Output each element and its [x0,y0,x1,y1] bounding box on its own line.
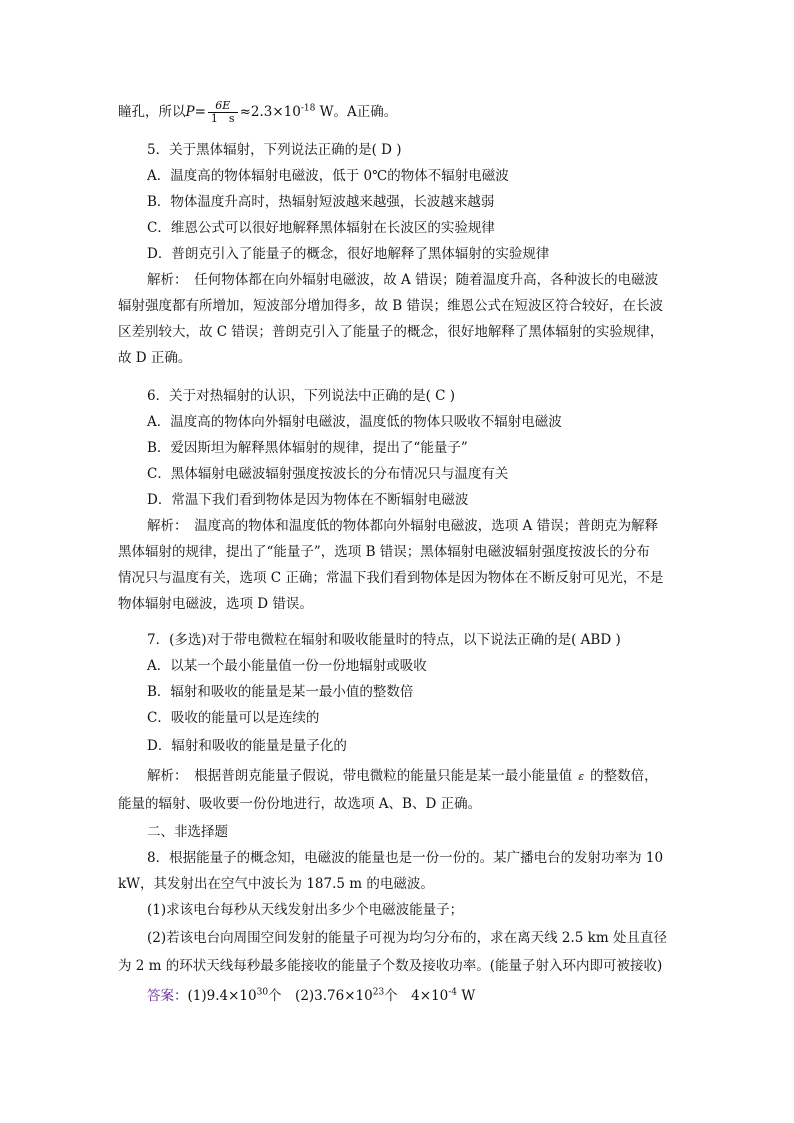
exponent: 30 [256,987,269,998]
text: 任何物体都在向外辐射电磁波，故 A 错误；随着温度升高，各种波长的电磁波 [180,272,659,288]
text: = [194,104,206,120]
question-6-explanation-3: 情况只与温度有关，选项 C 正确；常温下我们看到物体是因为物体在不断反射可见光，不是 [118,570,664,586]
text: W。A正确。 [315,104,398,120]
explanation-label: 解析： [147,768,181,784]
question-8-answer [147,986,475,1006]
text: 的整数倍， [590,768,658,784]
question-5-option-c: C．维恩公式可以很好地解释黑体辐射在长波区的实验规律 [147,220,495,236]
text: (1)9.4×10 [187,988,257,1004]
question-6-stem: 6．关于对热辐射的认识，下列说法中正确的是( C ) [147,388,456,404]
epsilon-symbol: ε [578,770,585,783]
power-symbol: P [185,104,195,120]
formula-line [118,100,397,125]
exponent: -4 [448,987,458,998]
question-5-explanation-4: 故 D 正确。 [118,350,192,366]
exponent: -18 [300,103,316,114]
question-8-part-2-cont: 为 2 m 的环状天线每秒最多能接收的能量子个数及接收功率。(能量子射入环内即可被接收) [118,958,663,974]
question-7-option-c: C．吸收的能量可以是连续的 [147,710,320,726]
question-5-explanation-3: 区差别较大，故 C 错误；普朗克引入了能量子的概念，很好地解释了黑体辐射的实验规律， [118,324,664,340]
question-5-explanation [147,270,658,290]
text: 个 4×10 [384,988,449,1004]
question-5-explanation-2: 辐射强度都有所增加，短波部分增加得多，故 B 错误；维恩公式在短波区符合较好，在长波 [118,298,664,314]
text: W [457,988,476,1004]
text: 瞳孔，所以 [118,104,186,120]
question-6-option-c: C．黑体辐射电磁波辐射强度按波长的分布情况只与温度有关 [147,466,509,482]
question-5-option-d: D．普朗克引入了能量子的概念，很好地解释了黑体辐射的实验规律 [147,246,550,262]
fraction [208,100,238,125]
explanation-label: 解析： [147,518,181,534]
answer-label: 答案： [147,988,188,1004]
explanation-label: 解析： [147,272,181,288]
question-5-option-b: B．物体温度升高时，热辐射短波越来越强，长波越来越弱 [147,194,495,210]
question-6-explanation-2: 黑体辐射的规律，提出了“能量子”，选项 B 错误；黑体辐射电磁波辐射强度按波长的分布 [118,544,650,560]
exponent: 23 [372,987,385,998]
text: 个 (2)3.76×10 [268,988,373,1004]
section-heading: 二、非选择题 [147,824,228,840]
question-7-stem: 7．(多选)对于带电微粒在辐射和吸收能量时的特点，以下说法正确的是( ABD ) [147,632,621,648]
question-8-part-2: (2)若该电台向周围空间发射的能量子可视为均匀分布的，求在离天线 2.5 km 处且直径 [147,930,667,946]
question-6-explanation [147,516,658,536]
question-8-part-1: (1)求该电台每秒从天线发射出多少个电磁波能量子； [147,902,464,918]
text: 根据普朗克能量子假说，带电微粒的能量只能是某一最小能量值 [180,768,573,784]
text: 温度高的物体和温度低的物体都向外辐射电磁波，选项 A 错误；普朗克为解释 [180,518,659,534]
question-7-option-d: D．辐射和吸收的能量是量子化的 [147,738,347,754]
question-7-option-a: A．以某一个最小能量值一份一份地辐射或吸收 [147,658,427,674]
question-7-option-b: B．辐射和吸收的能量是某一最小值的整数倍 [147,684,414,700]
question-8-line-1: 8．根据能量子的概念知，电磁波的能量也是一份一份的。某广播电台的发射功率为 10 [147,850,664,866]
question-5-option-a: A．温度高的物体辐射电磁波，低于 0℃的物体不辐射电磁波 [147,168,509,184]
fraction-denominator: 1 s [210,112,235,125]
question-8-line-2: kW，其发射出在空气中波长为 187.5 m 的电磁波。 [118,876,434,892]
fraction-numerator: 6E [208,100,238,113]
question-7-explanation-2: 能量的辐射、吸收要一份份地进行，故选项 A、B、D 正确。 [118,796,482,812]
question-6-option-d: D．常温下我们看到物体是因为物体在不断辐射电磁波 [147,492,469,508]
question-6-explanation-4: 物体辐射电磁波，选项 D 错误。 [118,596,313,612]
question-6-option-b: B．爱因斯坦为解释黑体辐射的规律，提出了“能量子” [147,440,468,456]
question-6-option-a: A．温度高的物体向外辐射电磁波，温度低的物体只吸收不辐射电磁波 [147,414,562,430]
question-7-explanation [147,766,658,787]
text: ≈2.3×10 [239,104,301,120]
question-5-stem: 5．关于黑体辐射，下列说法正确的是( D ) [147,142,402,158]
